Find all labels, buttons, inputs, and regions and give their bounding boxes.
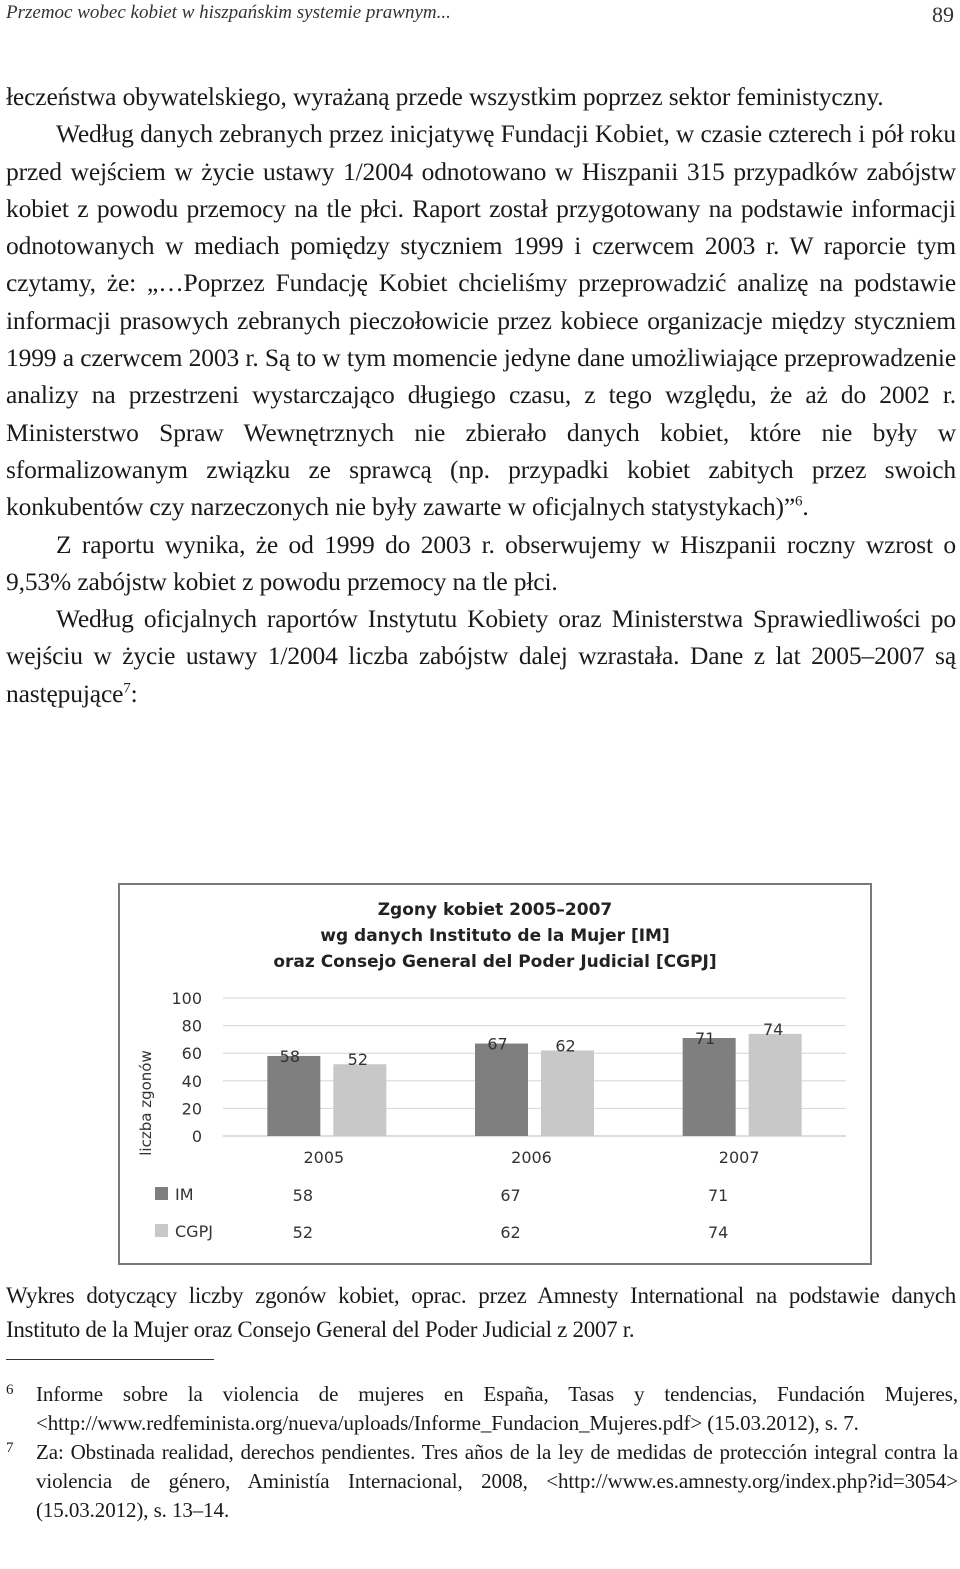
data-table — [155, 1148, 760, 1242]
paragraph-4-end: : — [130, 678, 138, 708]
y-tick-labels — [171, 989, 202, 1146]
paragraph-1: łeczeństwa obywatelskiego, wyrażaną przede wszystkim poprzez sektor feministyczny. — [6, 82, 884, 111]
footnote-text: Za: Obstinada realidad, derechos pendientes. Tres años de la ley de medidas de protección integral contra la violencia de género, Aministía Internacional, 2008, <http://www.es.amnesty.org/index.php?id=3054> (15.03.2012), s. 13–14. — [36, 1440, 958, 1522]
bar-cgpj-2007 — [749, 1034, 802, 1136]
paragraph-4-text: Według oficjalnych raportów Instytutu Kobiety oraz Ministerstwa Sprawiedliwości po wejściu w życie ustawy 1/2004 liczba zabójstw dalej wzrastała. Dane z lat 2005–2007 są następujące — [6, 604, 956, 708]
figure-caption: Wykres dotyczący liczby zgonów kobiet, oprac. przez Amnesty International na podstawie danych Instituto de la Mujer oraz Consejo General del Poder Judicial z 2007 r. — [6, 1283, 956, 1342]
footnote-6 — [6, 1380, 958, 1438]
chart-title-line: Zgony kobiet 2005–2007 — [377, 900, 613, 920]
bar-cgpj-2006 — [541, 1050, 594, 1136]
bar-im-2006 — [475, 1044, 528, 1136]
data-table-cell: 71 — [707, 1186, 729, 1205]
data-label: 74 — [762, 1019, 784, 1039]
body-text — [6, 78, 956, 712]
data-table-cell: 67 — [500, 1186, 521, 1205]
legend-swatch-im — [155, 1187, 168, 1200]
bars — [267, 1034, 801, 1136]
data-table-cell: 58 — [292, 1186, 314, 1205]
y-axis-label — [137, 1050, 155, 1155]
data-label: 67 — [487, 1034, 508, 1054]
bar-im-2007 — [683, 1038, 736, 1136]
footnote-ref-7[interactable]: 7 — [123, 680, 131, 697]
chart-svg — [120, 885, 870, 1263]
data-label: 62 — [555, 1036, 576, 1056]
chart-title-line: oraz Consejo General del Poder Judicial [CGPJ] — [273, 952, 717, 972]
footnote-7 — [6, 1438, 958, 1525]
footnote-number: 6 — [6, 1382, 14, 1398]
footnotes — [6, 1380, 958, 1525]
y-tick-label: 20 — [181, 1099, 202, 1119]
running-title: Przemoc wobec kobiet w hiszpańskim systemie prawnym... — [6, 2, 451, 23]
data-label: 71 — [694, 1029, 716, 1049]
y-tick-label: 60 — [181, 1044, 202, 1064]
paragraph-2-text: Według danych zebranych przez inicjatywę Fundacji Kobiet, w czasie czterech i pół roku przed wejściem w życie ustawy 1/2004 odnotowano w Hiszpanii 315 przypadków zabójstw kobiet z powodu przemocy na tle płci. Raport został przygotowany na podstawie informacji odnotowanych w mediach pomiędzy styczniem 1999 i czerwcem 2003 r. W raporcie tym czytamy, że: „…Poprzez Fundację Kobiet chcieliśmy przeprowadzić analizę na podstawie informacji prasowych zebranych pieczołowicie przez kobiece organizacje między styczniem 1999 a czerwcem 2003 r. Są to w tym momencie jedyne dane umożliwiające przeprowadzenie analizy na przestrzeni wystarczająco długiego czasu, z tego względu, że aż do 2002 r. Ministerstwo Spraw Wewnętrznych nie zbierało danych kobiet, które nie były w sformalizowanym związku ze sprawcą (np. przypadki kobiet zabitych przez swoich konkubentów czy narzeczonych nie były zawarte w oficjalnych statystykach)” — [6, 119, 956, 522]
legend-label-cgpj: CGPJ — [175, 1222, 213, 1241]
page-number: 89 — [932, 2, 954, 27]
paragraph-2-end: . — [802, 492, 809, 522]
data-label: 58 — [279, 1046, 301, 1066]
y-axis-label-text: liczba zgonów — [137, 1050, 155, 1156]
legend-label-im: IM — [175, 1185, 194, 1204]
x-category-label: 2005 — [303, 1148, 345, 1167]
footnote-number: 7 — [6, 1440, 14, 1456]
data-label: 52 — [347, 1050, 369, 1070]
footnote-separator — [6, 1359, 214, 1360]
y-tick-label: 80 — [181, 1016, 202, 1036]
data-table-cell: 74 — [707, 1223, 729, 1242]
y-tick-label: 100 — [171, 989, 202, 1008]
bar-im-2005 — [267, 1056, 320, 1136]
paragraph-4 — [6, 600, 956, 712]
running-header — [6, 2, 956, 32]
data-table-cell: 52 — [292, 1223, 314, 1242]
y-tick-label: 40 — [181, 1071, 202, 1091]
x-category-label: 2007 — [718, 1148, 760, 1167]
chart — [118, 883, 872, 1265]
y-tick-label: 0 — [191, 1127, 202, 1146]
data-table-cell: 62 — [500, 1223, 521, 1242]
paragraph-3: Z raportu wynika, że od 1999 do 2003 r. obserwujemy w Hiszpanii roczny wzrost o 9,53% zabójstw kobiet z powodu przemocy na tle płci. — [6, 529, 956, 596]
paragraph-2 — [6, 115, 956, 525]
chart-title-line: wg danych Instituto de la Mujer [IM] — [320, 926, 670, 946]
chart-title — [273, 900, 716, 972]
legend-swatch-cgpj — [155, 1224, 168, 1237]
x-category-label: 2006 — [511, 1148, 552, 1167]
footnote-ref-6[interactable]: 6 — [795, 493, 803, 510]
bar-cgpj-2005 — [333, 1064, 386, 1136]
footnote-text: Informe sobre la violencia de mujeres en España, Tasas y tendencias, Fundación Mujeres, <http://www.redfeminista.org/nueva/uploads/Informe_Fundacion_Mujeres.pdf> (15.03.2012), s. 7. — [36, 1382, 958, 1435]
